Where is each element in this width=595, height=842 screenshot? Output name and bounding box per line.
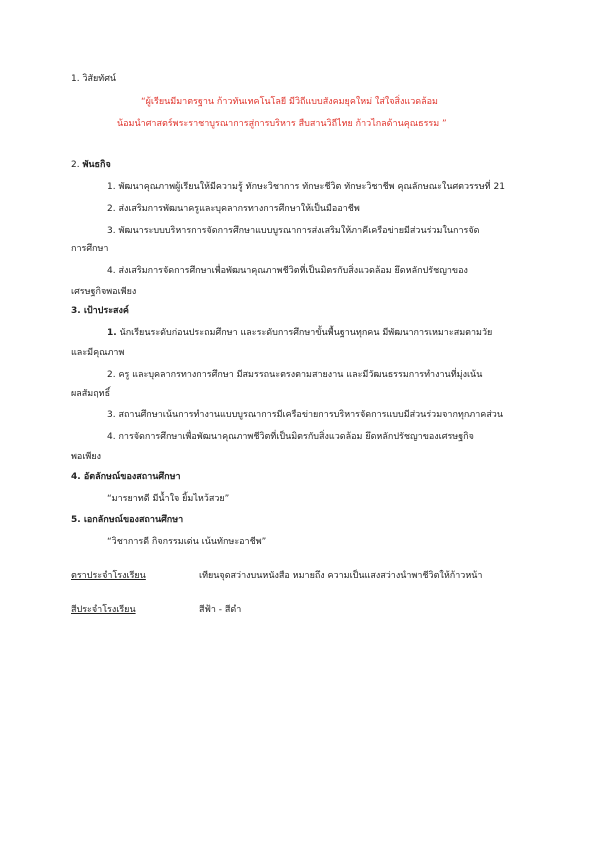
mission-item-4-line1: 4. ส่งเสริมการจัดการศึกษาเพื่อพัฒนาคุณภาพชีวิตที่เป็นมิตรกับสิ่งแวดล้อม ยึดหลักปรัชญาของ [107,266,468,276]
emblem-value: เทียนจุดสว่างบนหนังสือ หมายถึง ความเป็นแสงสว่างนำพาชีวิตให้ก้าวหน้า [199,571,483,581]
goals-item-1-line2: และมีคุณภาพ [71,348,125,358]
goals-item-4-line2: พอเพียง [71,452,102,462]
goals-item-2-line2: ผลสัมฤทธิ์ [71,389,111,399]
mission-heading-label: พันธกิจ [82,160,111,170]
uniqueness-heading: 5. เอกลักษณ์ของสถานศึกษา [71,515,184,525]
mission-item-2: 2. ส่งเสริมการพัฒนาครูและบุคลากรทางการศึกษาให้เป็นมืออาชีพ [107,204,360,214]
goals-heading: 3. เป้าประสงค์ [71,306,129,316]
mission-item-1: 1. พัฒนาคุณภาพผู้เรียนให้มีความรู้ ทักษะวิชาการ ทักษะชีวิต ทักษะวิชาชีพ คุณลักษณะในศตวรรษที่ 21 [107,182,505,192]
goals-item-2-line1: 2. ครู และบุคลากรทางการศึกษา มีสมรรถนะตรงตามสายงาน และมีวัฒนธรรมการทำงานที่มุ่งเน้น [107,370,483,380]
mission-heading-number: 2. [71,160,80,170]
mission-item-3-line2: การศึกษา [71,244,109,254]
goals-item-1-line1 [107,326,492,340]
identity-heading: 4. อัตลักษณ์ของสถานศึกษา [71,472,181,482]
school-colors-label: สีประจำโรงเรียน [71,605,136,615]
vision-statement-line1: “ผู้เรียนมีมาตรฐาน ก้าวทันเทคโนโลยี มีวิถีแบบสังคมยุคใหม่ ใส่ใจสิ่งแวดล้อม [141,97,438,107]
goals-item-4-line1: 4. การจัดการศึกษาเพื่อพัฒนาคุณภาพชีวิตที่เป็นมิตรกับสิ่งแวดล้อม ยึดหลักปรัชญาของเศรษฐกิจ [107,432,474,442]
emblem-label: ตราประจำโรงเรียน [71,571,146,581]
goals-item-1-number: 1. [107,328,117,338]
vision-statement-line2: น้อมนำศาสตร์พระราชาบูรณาการสู่การบริหาร สืบสานวิถีไทย ก้าวไกลด้านคุณธรรม ” [117,119,447,129]
uniqueness-text: “วิชาการดี กิจกรรมเด่น เน้นทักษะอาชีพ” [107,537,267,547]
identity-text: “มารยาทดี มีน้ำใจ ยิ้มไหว้สวย” [107,494,230,504]
mission-item-4-line2: เศรษฐกิจพอเพียง [71,287,137,297]
goals-item-3: 3. สถานศึกษาเน้นการทำงานแบบบูรณาการมีเครือข่ายการบริหารจัดการแบบมีส่วนร่วมจากทุกภาคส่วน [107,410,504,420]
mission-heading [71,158,111,172]
mission-item-3-line1: 3. พัฒนาระบบบริหารการจัดการศึกษาแบบบูรณาการส่งเสริมให้ภาคีเครือข่ายมีส่วนร่วมในการจัด [107,226,480,236]
goals-item-1-text: นักเรียนระดับก่อนประถมศึกษา และระดับการศึกษาขั้นพื้นฐานทุกคน มีพัฒนาการเหมาะสมตามวัย [116,328,493,338]
vision-heading: 1. วิสัยทัศน์ [71,74,117,84]
school-colors-value: สีฟ้า - สีดำ [199,605,242,615]
